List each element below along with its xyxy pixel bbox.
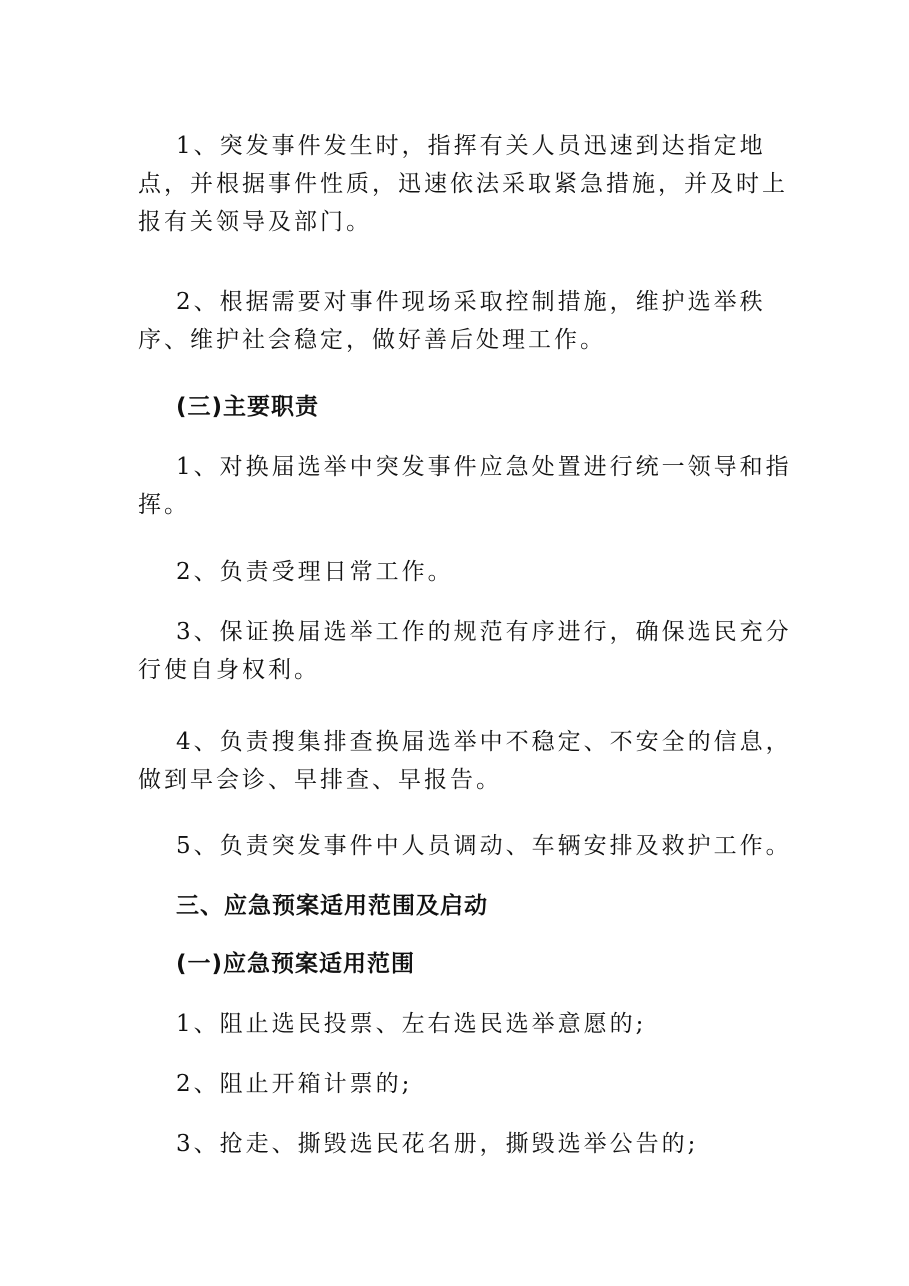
paragraph-scope-1: 1、阻止选民投票、左右选民选举意愿的; [176, 1011, 647, 1037]
paragraph-duty-1: 1、突发事件发生时，指挥有关人员迅速到达指定地点，并根据事件性质，迅速依法采取紧急措施，并及时上报有关领导及部门。 [138, 133, 788, 235]
paragraph-main-duty-5: 5、负责突发事件中人员调动、车辆安排及救护工作。 [176, 833, 792, 859]
paragraph-scope-3: 3、抢走、撕毁选民花名册，撕毁选举公告的; [176, 1131, 699, 1157]
paragraph-main-duty-4: 4、负责搜集排查换届选举中不稳定、不安全的信息，做到早会诊、早排查、早报告。 [138, 729, 792, 793]
section-heading-main-duties: (三)主要职责 [176, 394, 320, 420]
paragraph-main-duty-3: 3、保证换届选举工作的规范有序进行，确保选民充分行使自身权利。 [138, 619, 792, 683]
paragraph-duty-2: 2、根据需要对事件现场采取控制措施，维护选举秩序、维护社会稳定，做好善后处理工作。 [138, 289, 766, 353]
section-heading-scope-and-start: 三、应急预案适用范围及启动 [176, 893, 488, 919]
paragraph-main-duty-1: 1、对换届选举中突发事件应急处置进行统一领导和指挥。 [138, 454, 792, 518]
paragraph-main-duty-2: 2、负责受理日常工作。 [176, 559, 454, 585]
paragraph-scope-2: 2、阻止开箱计票的; [176, 1071, 413, 1097]
section-heading-scope: (一)应急预案适用范围 [176, 951, 416, 977]
